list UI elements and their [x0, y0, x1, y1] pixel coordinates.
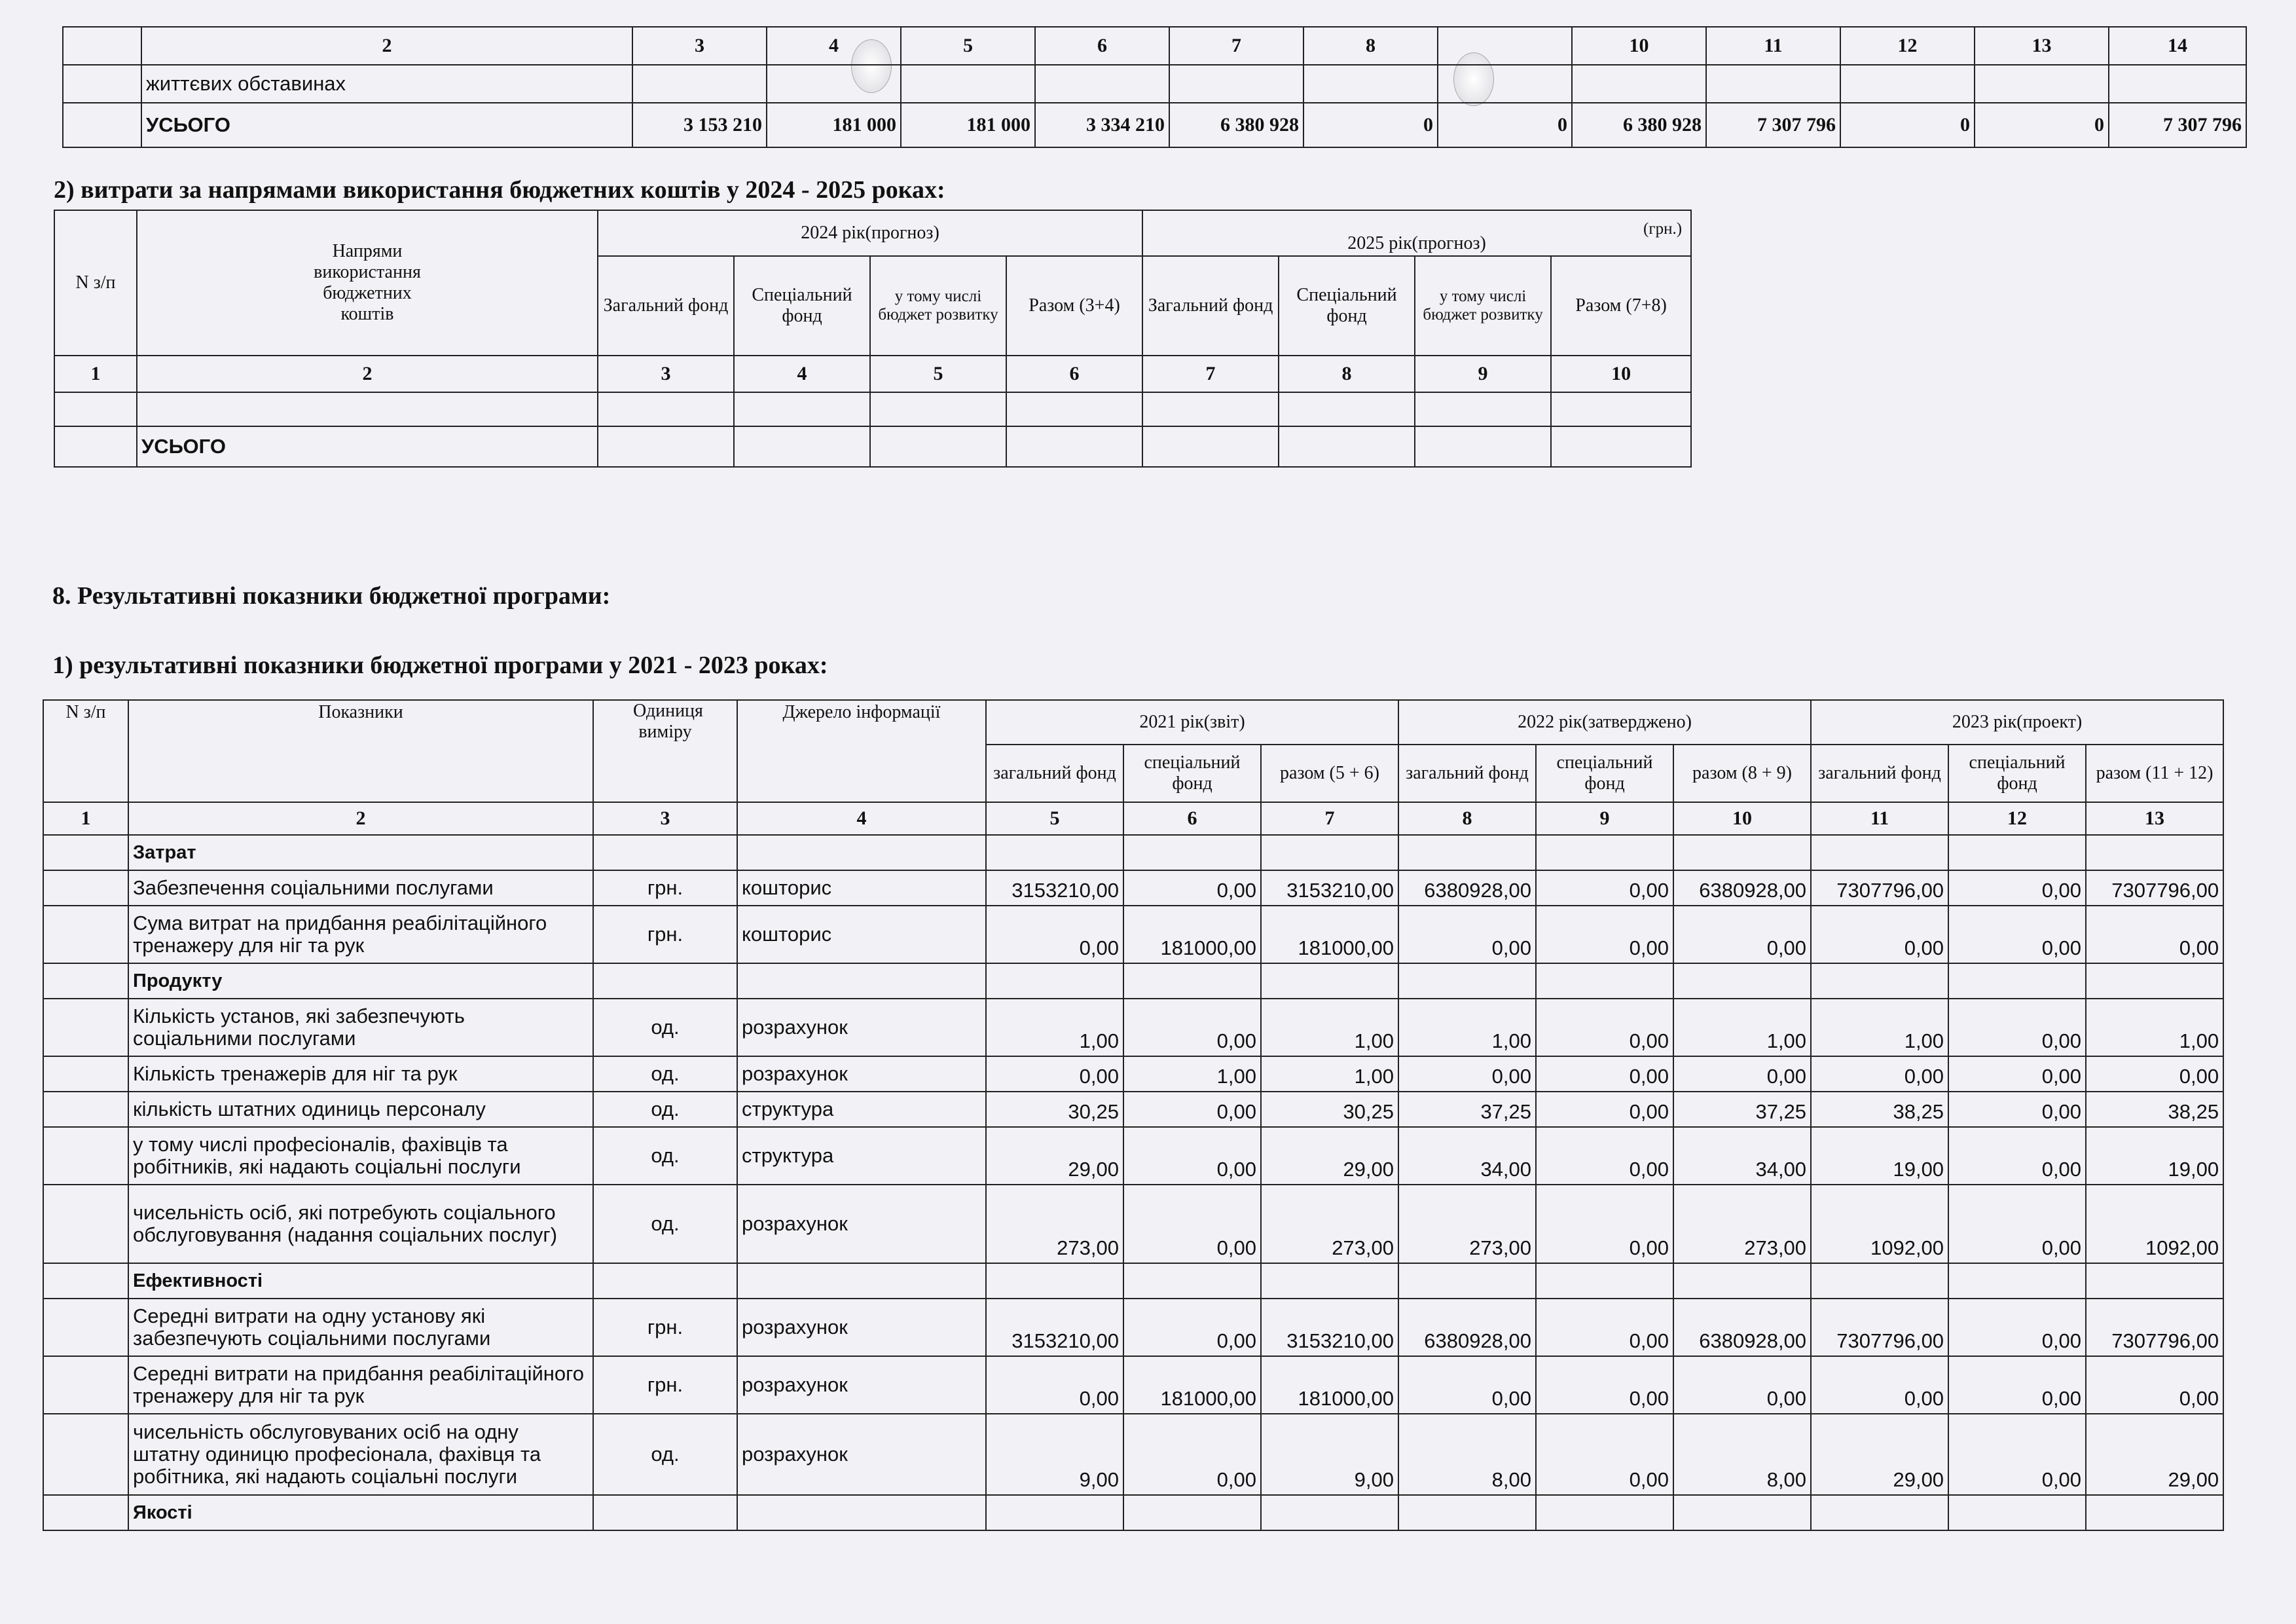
- table-row: [43, 1127, 2223, 1185]
- value-cell: 7307796,00: [2086, 870, 2223, 906]
- col-num: 5: [901, 27, 1035, 65]
- header-special-fund: Спеціальний фонд: [1279, 256, 1415, 356]
- empty-cell: [737, 1495, 986, 1530]
- header-special-fund: спеціальний фонд: [1948, 745, 2086, 802]
- empty-cell: [593, 835, 737, 870]
- column-number-row: [43, 802, 2223, 835]
- empty-cell: [1261, 835, 1398, 870]
- col-num: 13: [1975, 27, 2109, 65]
- header-indicators: Показники: [128, 700, 593, 802]
- header-2022: 2022 рік(затверджено): [1398, 700, 1811, 745]
- value-cell: 34,00: [1673, 1127, 1811, 1185]
- indicator-name: Кількість тренажерів для ніг та рук: [128, 1056, 593, 1092]
- empty-cell: [2086, 1495, 2223, 1530]
- source-cell: кошторис: [737, 906, 986, 963]
- col-num: 13: [2086, 802, 2223, 835]
- value-cell: 0,00: [1673, 1056, 1811, 1092]
- indicator-name: Кількість установ, які забезпечують соціальними послугами: [128, 999, 593, 1056]
- header-sum: разом (11 + 12): [2086, 745, 2223, 802]
- value-cell: 0,00: [1948, 1299, 2086, 1356]
- value-cell: 0,00: [1948, 1185, 2086, 1263]
- indicator-name: чисельність осіб, які потребують соціального обслуговування (надання соціальних послуг): [128, 1185, 593, 1263]
- empty-cell: [2086, 835, 2223, 870]
- empty-cell: [1261, 1263, 1398, 1299]
- section-label: Якості: [128, 1495, 593, 1530]
- source-cell: структура: [737, 1127, 986, 1185]
- currency-note: (грн.): [1643, 220, 1683, 238]
- value-cell: 0,00: [986, 1356, 1123, 1414]
- col-num: 3: [632, 27, 767, 65]
- col-num: 10: [1673, 802, 1811, 835]
- value-cell: 1,00: [1261, 999, 1398, 1056]
- col-num: 12: [1840, 27, 1975, 65]
- col-num: 8: [1303, 27, 1438, 65]
- section-row: [43, 963, 2223, 999]
- empty-cell: [1261, 963, 1398, 999]
- value-cell: 0,00: [2086, 906, 2223, 963]
- empty-cell: [1123, 835, 1261, 870]
- col-num: 9: [1536, 802, 1673, 835]
- empty-cell: [1536, 1495, 1673, 1530]
- value-cell: 1,00: [1398, 999, 1536, 1056]
- total-value: 3 153 210: [632, 103, 767, 147]
- value-cell: 0,00: [1123, 1092, 1261, 1127]
- indicator-name: Середні витрати на придбання реабілітаційного тренажеру для ніг та рук: [128, 1356, 593, 1414]
- value-cell: 3153210,00: [1261, 870, 1398, 906]
- total-value: 7 307 796: [1706, 103, 1840, 147]
- value-cell: 0,00: [1123, 1185, 1261, 1263]
- value-cell: 273,00: [1398, 1185, 1536, 1263]
- value-cell: 0,00: [1673, 1356, 1811, 1414]
- expenses-directions-table: [54, 210, 1692, 468]
- value-cell: 9,00: [986, 1414, 1123, 1495]
- unit-cell: од.: [593, 1092, 737, 1127]
- total-value: 181 000: [901, 103, 1035, 147]
- table-row: [43, 1092, 2223, 1127]
- empty-cell: [1123, 1263, 1261, 1299]
- source-cell: структура: [737, 1092, 986, 1127]
- indicator-name: кількість штатних одиниць персоналу: [128, 1092, 593, 1127]
- col-num: 6: [1006, 356, 1142, 392]
- header-special-fund: Спеціальний фонд: [734, 256, 870, 356]
- value-cell: 0,00: [986, 1056, 1123, 1092]
- empty-cell: [1536, 835, 1673, 870]
- total-value: 6 380 928: [1572, 103, 1706, 147]
- col-num: 5: [986, 802, 1123, 835]
- table-row: [43, 1356, 2223, 1414]
- empty-cell: [1811, 835, 1948, 870]
- source-cell: розрахунок: [737, 1299, 986, 1356]
- top-continuation-table: [62, 26, 2247, 148]
- header-2025: 2025 рік(прогноз): [1142, 210, 1691, 256]
- table-row: [43, 1414, 2223, 1495]
- total-value: 0: [1975, 103, 2109, 147]
- value-cell: 1092,00: [1811, 1185, 1948, 1263]
- empty-cell: [1948, 1495, 2086, 1530]
- header-special-fund: спеціальний фонд: [1536, 745, 1673, 802]
- value-cell: 0,00: [1811, 1356, 1948, 1414]
- header-directions: Напрями використання бюджетних коштів: [137, 210, 598, 356]
- value-cell: 0,00: [1536, 999, 1673, 1056]
- header-2023: 2023 рік(проект): [1811, 700, 2223, 745]
- value-cell: 0,00: [1398, 1056, 1536, 1092]
- header-general-fund: Загальний фонд: [598, 256, 734, 356]
- table-row: [43, 906, 2223, 963]
- value-cell: 181000,00: [1123, 906, 1261, 963]
- total-value: 0: [1840, 103, 1975, 147]
- empty-cell: [593, 1263, 737, 1299]
- value-cell: 19,00: [2086, 1127, 2223, 1185]
- section-row: [43, 835, 2223, 870]
- value-cell: 37,25: [1398, 1092, 1536, 1127]
- empty-cell: [986, 1263, 1123, 1299]
- empty-cell: [1398, 1495, 1536, 1530]
- header-source: Джерело інформації: [737, 700, 986, 802]
- empty-cell: [1536, 963, 1673, 999]
- col-num: 3: [593, 802, 737, 835]
- empty-cell: [1536, 1263, 1673, 1299]
- value-cell: 0,00: [1123, 1127, 1261, 1185]
- value-cell: 7307796,00: [2086, 1299, 2223, 1356]
- empty-cell: [1673, 1263, 1811, 1299]
- col-num: 11: [1811, 802, 1948, 835]
- empty-cell: [43, 870, 128, 906]
- col-num: 14: [2109, 27, 2246, 65]
- row-label: життєвих обставинах: [141, 65, 632, 103]
- empty-cell: [43, 963, 128, 999]
- empty-cell: [43, 1356, 128, 1414]
- empty-cell: [1948, 1263, 2086, 1299]
- col-num: 4: [767, 27, 901, 65]
- col-num: 10: [1572, 27, 1706, 65]
- value-cell: 0,00: [1948, 999, 2086, 1056]
- source-cell: кошторис: [737, 870, 986, 906]
- value-cell: 0,00: [1398, 1356, 1536, 1414]
- header-n: N з/п: [43, 700, 128, 802]
- total-value: 181 000: [767, 103, 901, 147]
- value-cell: 0,00: [1536, 1056, 1673, 1092]
- indicator-name: Середні витрати на одну установу які забезпечують соціальними послугами: [128, 1299, 593, 1356]
- value-cell: 7307796,00: [1811, 870, 1948, 906]
- value-cell: 37,25: [1673, 1092, 1811, 1127]
- value-cell: 0,00: [1123, 870, 1261, 906]
- empty-cell: [1811, 1495, 1948, 1530]
- total-row: [63, 103, 2246, 147]
- source-cell: розрахунок: [737, 1185, 986, 1263]
- indicator-name: Сума витрат на придбання реабілітаційного тренажеру для ніг та рук: [128, 906, 593, 963]
- value-cell: 0,00: [1948, 1092, 2086, 1127]
- total-value: 6 380 928: [1169, 103, 1303, 147]
- col-num: 3: [598, 356, 734, 392]
- value-cell: 0,00: [1948, 1356, 2086, 1414]
- empty-cell: [1948, 963, 2086, 999]
- value-cell: 0,00: [1536, 1356, 1673, 1414]
- col-num: 2: [137, 356, 598, 392]
- value-cell: 1,00: [986, 999, 1123, 1056]
- indicator-name: у тому числі професіоналів, фахівців та робітників, які надають соціальні послуги: [128, 1127, 593, 1185]
- col-num: 7: [1169, 27, 1303, 65]
- empty-cell: [1673, 835, 1811, 870]
- value-cell: 0,00: [1123, 1299, 1261, 1356]
- unit-cell: грн.: [593, 1356, 737, 1414]
- header-sum: разом (8 + 9): [1673, 745, 1811, 802]
- value-cell: 0,00: [1536, 1092, 1673, 1127]
- value-cell: 0,00: [1536, 1299, 1673, 1356]
- empty-cell: [43, 1127, 128, 1185]
- column-number-row: [63, 27, 2246, 65]
- empty-cell: [986, 835, 1123, 870]
- unit-cell: грн.: [593, 906, 737, 963]
- table-row: [43, 1299, 2223, 1356]
- value-cell: 19,00: [1811, 1127, 1948, 1185]
- header-2024: 2024 рік(прогноз): [598, 210, 1142, 256]
- total-label: УСЬОГО: [137, 426, 598, 467]
- empty-cell: [43, 906, 128, 963]
- empty-cell: [43, 1495, 128, 1530]
- value-cell: 6380928,00: [1398, 1299, 1536, 1356]
- value-cell: 0,00: [1948, 1127, 2086, 1185]
- header-general-fund: загальний фонд: [986, 745, 1123, 802]
- value-cell: 6380928,00: [1673, 1299, 1811, 1356]
- value-cell: 7307796,00: [1811, 1299, 1948, 1356]
- value-cell: 8,00: [1398, 1414, 1536, 1495]
- unit-cell: од.: [593, 1185, 737, 1263]
- header-2021: 2021 рік(звіт): [986, 700, 1398, 745]
- empty-cell: [737, 835, 986, 870]
- value-cell: 0,00: [1398, 906, 1536, 963]
- section-8-subtitle: 1) результативні показники бюджетної програми у 2021 - 2023 роках:: [52, 652, 828, 679]
- value-cell: 38,25: [1811, 1092, 1948, 1127]
- table-row: [54, 392, 1691, 426]
- empty-cell: [1123, 963, 1261, 999]
- unit-cell: од.: [593, 1414, 737, 1495]
- value-cell: 38,25: [2086, 1092, 2223, 1127]
- col-num: 6: [1123, 802, 1261, 835]
- value-cell: 29,00: [2086, 1414, 2223, 1495]
- empty-cell: [1398, 835, 1536, 870]
- empty-cell: [43, 1299, 128, 1356]
- empty-cell: [1948, 835, 2086, 870]
- col-num: 7: [1261, 802, 1398, 835]
- value-cell: 0,00: [1948, 1414, 2086, 1495]
- empty-cell: [737, 963, 986, 999]
- empty-cell: [43, 1263, 128, 1299]
- value-cell: 9,00: [1261, 1414, 1398, 1495]
- header-sum: разом (5 + 6): [1261, 745, 1398, 802]
- empty-cell: [593, 1495, 737, 1530]
- value-cell: 0,00: [1948, 906, 2086, 963]
- value-cell: 0,00: [1123, 1414, 1261, 1495]
- table-row: [43, 1056, 2223, 1092]
- header-special-fund: спеціальний фонд: [1123, 745, 1261, 802]
- value-cell: 273,00: [1261, 1185, 1398, 1263]
- value-cell: 0,00: [1811, 1056, 1948, 1092]
- total-value: 0: [1303, 103, 1438, 147]
- section-label: Продукту: [128, 963, 593, 999]
- col-num: 9: [1415, 356, 1551, 392]
- empty-cell: [1811, 963, 1948, 999]
- total-value: 0: [1438, 103, 1572, 147]
- value-cell: 181000,00: [1261, 906, 1398, 963]
- indicator-name: чисельність обслуговуваних осіб на одну штатну одиницю професіонала, фахівця та робітника, які надають соціальні послуги: [128, 1414, 593, 1495]
- header-general-fund: Загальний фонд: [1142, 256, 1279, 356]
- value-cell: 8,00: [1673, 1414, 1811, 1495]
- header-development-budget: у тому числі бюджет розвитку: [870, 256, 1006, 356]
- col-num: 6: [1035, 27, 1169, 65]
- section-2-title: 2) витрати за напрямами використання бюджетних коштів у 2024 - 2025 роках:: [54, 176, 945, 204]
- empty-cell: [43, 999, 128, 1056]
- indicator-name: Забезпечення соціальними послугами: [128, 870, 593, 906]
- value-cell: 0,00: [1536, 1414, 1673, 1495]
- value-cell: 0,00: [1536, 870, 1673, 906]
- value-cell: 0,00: [1948, 1056, 2086, 1092]
- col-num: 12: [1948, 802, 2086, 835]
- col-num: 1: [54, 356, 137, 392]
- header-unit: Одиниця виміру: [593, 700, 737, 802]
- col-num: 2: [128, 802, 593, 835]
- empty-cell: [1123, 1495, 1261, 1530]
- header-general-fund: загальний фонд: [1811, 745, 1948, 802]
- empty-cell: [2086, 963, 2223, 999]
- performance-indicators-table: [43, 699, 2224, 1531]
- value-cell: 1,00: [1673, 999, 1811, 1056]
- value-cell: 0,00: [2086, 1356, 2223, 1414]
- value-cell: 1,00: [2086, 999, 2223, 1056]
- value-cell: 0,00: [1536, 906, 1673, 963]
- col-num: 1: [43, 802, 128, 835]
- table-row: [43, 1185, 2223, 1263]
- value-cell: 29,00: [1811, 1414, 1948, 1495]
- value-cell: 30,25: [1261, 1092, 1398, 1127]
- value-cell: 0,00: [1673, 906, 1811, 963]
- header-general-fund: загальний фонд: [1398, 745, 1536, 802]
- total-value: 7 307 796: [2109, 103, 2246, 147]
- col-num: 4: [737, 802, 986, 835]
- table-row: [43, 999, 2223, 1056]
- table-row: [43, 870, 2223, 906]
- value-cell: 1092,00: [2086, 1185, 2223, 1263]
- section-label: Ефективності: [128, 1263, 593, 1299]
- value-cell: 1,00: [1123, 1056, 1261, 1092]
- empty-cell: [1673, 1495, 1811, 1530]
- empty-cell: [1398, 1263, 1536, 1299]
- header-sum: Разом (3+4): [1006, 256, 1142, 356]
- value-cell: 273,00: [1673, 1185, 1811, 1263]
- value-cell: 0,00: [1811, 906, 1948, 963]
- value-cell: 6380928,00: [1673, 870, 1811, 906]
- source-cell: розрахунок: [737, 1056, 986, 1092]
- value-cell: 3153210,00: [986, 1299, 1123, 1356]
- header-sum: Разом (7+8): [1551, 256, 1691, 356]
- value-cell: 29,00: [986, 1127, 1123, 1185]
- empty-cell: [737, 1263, 986, 1299]
- empty-cell: [1398, 963, 1536, 999]
- value-cell: 6380928,00: [1398, 870, 1536, 906]
- source-cell: розрахунок: [737, 999, 986, 1056]
- section-row: [43, 1263, 2223, 1299]
- col-num: 5: [870, 356, 1006, 392]
- value-cell: 1,00: [1811, 999, 1948, 1056]
- unit-cell: од.: [593, 1127, 737, 1185]
- col-num: 8: [1279, 356, 1415, 392]
- total-row: [54, 426, 1691, 467]
- empty-cell: [1811, 1263, 1948, 1299]
- empty-cell: [43, 1092, 128, 1127]
- total-label: УСЬОГО: [141, 103, 632, 147]
- source-cell: розрахунок: [737, 1356, 986, 1414]
- unit-cell: грн.: [593, 870, 737, 906]
- col-num: 8: [1398, 802, 1536, 835]
- empty-cell: [986, 963, 1123, 999]
- section-row: [43, 1495, 2223, 1530]
- table-row: [63, 65, 2246, 103]
- value-cell: 273,00: [986, 1185, 1123, 1263]
- header-n: N з/п: [54, 210, 137, 356]
- value-cell: 181000,00: [1261, 1356, 1398, 1414]
- value-cell: 3153210,00: [1261, 1299, 1398, 1356]
- value-cell: 0,00: [1536, 1127, 1673, 1185]
- empty-cell: [2086, 1263, 2223, 1299]
- section-8-title: 8. Результативні показники бюджетної програми:: [52, 582, 611, 610]
- empty-cell: [43, 1414, 128, 1495]
- total-value: 3 334 210: [1035, 103, 1169, 147]
- empty-cell: [986, 1495, 1123, 1530]
- value-cell: 3153210,00: [986, 870, 1123, 906]
- empty-cell: [43, 1056, 128, 1092]
- value-cell: 181000,00: [1123, 1356, 1261, 1414]
- unit-cell: грн.: [593, 1299, 737, 1356]
- value-cell: 30,25: [986, 1092, 1123, 1127]
- value-cell: 29,00: [1261, 1127, 1398, 1185]
- col-num: 7: [1142, 356, 1279, 392]
- empty-cell: [593, 963, 737, 999]
- empty-cell: [1261, 1495, 1398, 1530]
- empty-cell: [43, 1185, 128, 1263]
- section-label: Затрат: [128, 835, 593, 870]
- unit-cell: од.: [593, 999, 737, 1056]
- value-cell: 1,00: [1261, 1056, 1398, 1092]
- col-num: 11: [1706, 27, 1840, 65]
- header-development-budget: у тому числі бюджет розвитку: [1415, 256, 1551, 356]
- empty-cell: [1673, 963, 1811, 999]
- source-cell: розрахунок: [737, 1414, 986, 1495]
- column-number-row: [54, 356, 1691, 392]
- unit-cell: од.: [593, 1056, 737, 1092]
- col-num: 4: [734, 356, 870, 392]
- empty-cell: [43, 835, 128, 870]
- col-num: 10: [1551, 356, 1691, 392]
- value-cell: 0,00: [2086, 1056, 2223, 1092]
- col-num: 2: [141, 27, 632, 65]
- value-cell: 0,00: [1948, 870, 2086, 906]
- value-cell: 0,00: [1536, 1185, 1673, 1263]
- value-cell: 0,00: [1123, 999, 1261, 1056]
- value-cell: 0,00: [986, 906, 1123, 963]
- value-cell: 34,00: [1398, 1127, 1536, 1185]
